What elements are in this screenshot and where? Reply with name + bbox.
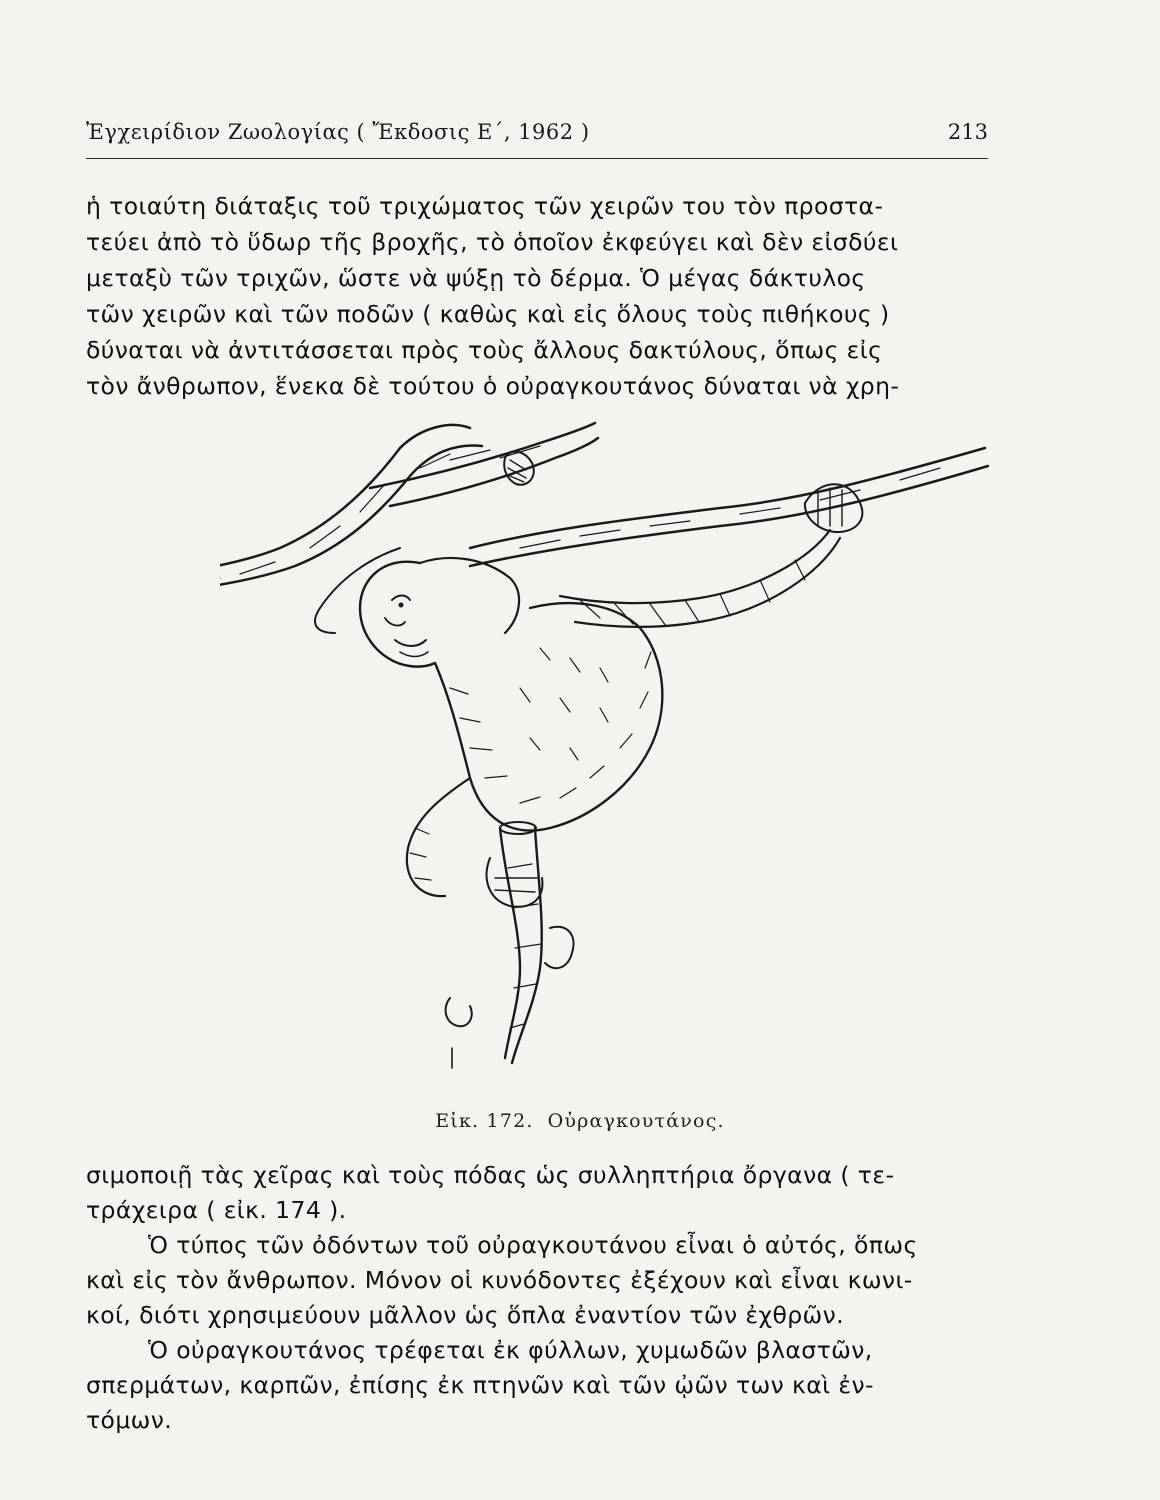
paragraph-top [86, 188, 1010, 404]
text-line: Ὁ οὐραγκουτάνος τρέφεται ἐκ φύλλων, χυμωδῶν βλαστῶν, [148, 1336, 873, 1364]
text-line: κοί, διότι χρησιμεύουν μᾶλλον ὡς ὅπλα ἐναντίον τῶν ἐχθρῶν. [86, 1301, 845, 1329]
text-line: σπερμάτων, καρπῶν, ἐπίσης ἐκ πτηνῶν καὶ τῶν ᾠῶν των καὶ ἐν- [86, 1371, 874, 1399]
figure-caption-text: Οὐραγκουτάνος. [547, 1110, 725, 1132]
figure-label: Εἰκ. 172. [435, 1110, 534, 1132]
text-line: Ὁ τύπος τῶν ὀδόντων τοῦ οὐραγκουτάνου εἶναι ὁ αὐτός, ὅπως [148, 1231, 918, 1259]
running-header [86, 118, 988, 159]
text-line: καὶ εἰς τὸν ἄνθρωπον. Μόνον οἱ κυνόδοντες ἐξέχουν καὶ εἶναι κωνι- [86, 1266, 913, 1294]
text-line: τράχειρα ( εἰκ. 174 ). [86, 1196, 347, 1224]
paragraph-bottom [86, 1158, 1010, 1438]
running-title: Ἐγχειρίδιον Ζωολογίας ( Ἔκδοσις Ε΄, 1962 ) [86, 120, 590, 144]
text-line: ἡ τοιαύτη διάταξις τοῦ τριχώματος τῶν χειρῶν του τὸν προστα- [86, 192, 884, 220]
figure-caption [0, 1110, 1160, 1132]
text-line: τῶν χειρῶν καὶ τῶν ποδῶν ( καθὼς καὶ εἰς ὅλους τοὺς πιθήκους ) [86, 300, 890, 328]
text-line: δύναται νὰ ἀντιτάσσεται πρὸς τοὺς ἄλλους δακτύλους, ὅπως εἰς [86, 336, 883, 364]
orangutan-illustration [220, 408, 1000, 1078]
text-line: σιμοποιῇ τὰς χεῖρας καὶ τοὺς πόδας ὡς συλληπτήρια ὄργανα ( τε- [86, 1161, 895, 1189]
text-line: τεύει ἀπὸ τὸ ὕδωρ τῆς βροχῆς, τὸ ὁποῖον ἐκφεύγει καὶ δὲν εἰσδύει [86, 228, 899, 256]
text-line: τὸν ἄνθρωπον, ἕνεκα δὲ τούτου ὁ οὐραγκουτάνος δύναται νὰ χρη- [86, 372, 900, 400]
text-line: τόμων. [86, 1406, 173, 1434]
text-line: μεταξὺ τῶν τριχῶν, ὥστε νὰ ψύξῃ τὸ δέρμα. Ὁ μέγας δάκτυλος [86, 264, 866, 292]
page-number: 213 [947, 120, 988, 144]
